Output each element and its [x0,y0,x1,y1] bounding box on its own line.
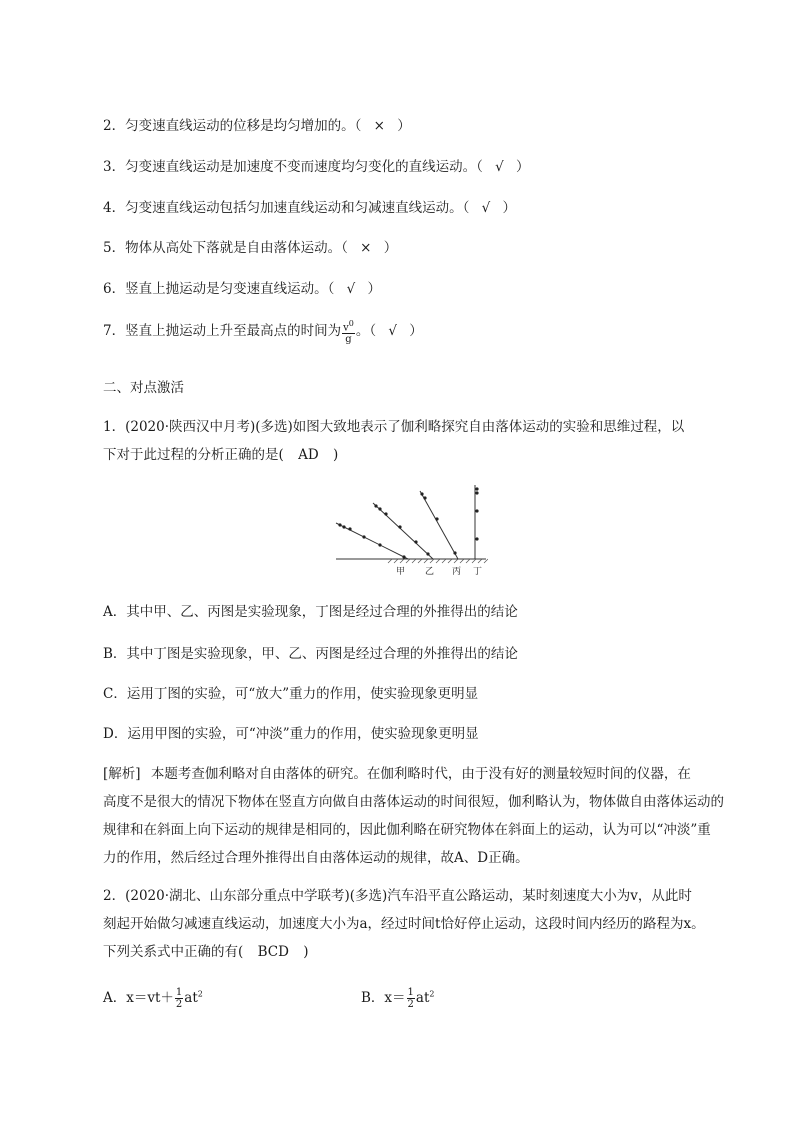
close-paren: ） [502,200,517,216]
judgement-item-7 [103,318,423,345]
q2-option-a [103,986,203,1010]
q1-option-a: A．其中甲、乙、丙图是实验现象，丁图是经过合理的外推得出的结论 [103,604,518,620]
close-paren: ） [397,118,411,134]
square-exponent: 2 [197,989,203,999]
option-b-tail: at [415,990,430,1006]
q1-stem-line1: 1．(2020·陕西汉中月考)(多选)如图大致地表示了伽利略探究自由落体运动的实验和思维过程，以 [103,419,685,435]
option-b-text: B．x＝ [361,990,406,1006]
item-number: 3． [103,159,126,175]
answer-mark: √ [495,159,504,175]
q1-option-c: C．运用丁图的实验，可“放大”重力的作用，使实验现象更明显 [103,686,479,702]
motion-dots [338,487,478,558]
incline-bing [420,491,458,559]
item-text: 匀变速直线运动的位移是均匀增加的。（ [125,118,362,134]
analysis-tag: [解析] [103,766,141,782]
q2-stem-line2: 刻起开始做匀减速直线运动，加速度大小为a，经过时间t恰好停止运动，这段时间内经历的路程为x。 [103,916,705,932]
judgement-item-6 [103,277,381,297]
judgement-item-5 [103,236,397,256]
answer-mark: √ [481,200,491,216]
q1-stem-line2 [103,443,338,463]
item-text: 匀变速直线运动包括匀加速直线运动和匀减速直线运动。（ [125,200,470,216]
judgement-item-3 [103,155,530,175]
label-jia: 甲 [396,567,406,577]
galileo-incline-figure [328,481,488,581]
fraction-numerator: 1 [175,987,183,998]
item-text: 竖直上抛运动是匀变速直线运动。（ [125,281,335,297]
fraction-numerator: v [343,322,349,334]
label-ding: 丁 [473,567,483,577]
analysis-line1 [103,762,691,782]
option-a-text: A．x＝vt＋ [103,990,174,1006]
time-fraction [342,318,355,345]
item-number: 2． [103,118,126,134]
q1-close-paren: ) [332,447,339,463]
fraction-denominator: g [345,334,352,346]
item-number: 7． [103,323,126,340]
ground-hatching [388,559,488,563]
q2-close-paren: ) [303,944,309,960]
analysis-line4: 力的作用，然后经过合理外推得出自由落体运动的规律，故A、D正确。 [103,850,529,866]
q1-stem-text: 下对于此过程的分析正确的是( [103,447,284,463]
half-fraction [175,987,183,1010]
fraction-denominator: 2 [407,999,414,1010]
label-bing: 丙 [452,567,462,577]
half-fraction [407,987,415,1010]
incline-jia [336,523,408,559]
answer-mark: √ [346,281,356,297]
incline-yi [373,503,433,559]
q2-option-b [361,986,435,1010]
q2-answer: BCD [257,944,289,960]
q1-option-b: B．其中丁图是实验现象，甲、乙、丙图是经过合理的外推得出的结论 [103,646,518,662]
q2-stem-text: 下列关系式中正确的有( [103,944,244,960]
fraction-denominator: 2 [175,999,183,1010]
item-number: 4． [103,200,126,216]
q2-stem-line3 [103,940,308,960]
item-text: 竖直上抛运动上升至最高点的时间为 [125,323,342,340]
judgement-item-4 [103,196,516,216]
analysis-text: 本题考查伽利略对自由落体的研究。在伽利略时代，由于没有好的测量较短时间的仪器，在 [150,766,691,782]
close-paren: ） [516,159,530,175]
item-after: 。（ [355,323,377,340]
close-paren: ） [383,240,398,256]
item-text: 物体从高处下落就是自由落体运动。（ [125,240,348,256]
item-text: 匀变速直线运动是加速度不变而速度均匀变化的直线运动。（ [125,159,483,175]
fraction-subscript: 0 [348,319,354,328]
answer-mark: × [360,240,372,256]
analysis-line3: 规律和在斜面上向下运动的规律是相同的，因此伽利略在研究物体在斜面上的运动，认为可以“冲淡”重 [103,822,711,838]
label-yi: 乙 [425,567,435,577]
q1-option-d: D．运用甲图的实验，可“冲淡”重力的作用，使实验现象更明显 [103,726,479,742]
section-title: 二、对点激活 [103,380,184,396]
q2-stem-line1: 2．(2020·湖北、山东部分重点中学联考)(多选)汽车沿平直公路运动，某时刻速度大小为v，从此时 [103,888,692,904]
close-paren: ） [367,281,382,297]
answer-mark: √ [388,323,397,340]
answer-mark: × [373,118,385,134]
item-number: 6． [103,281,126,297]
option-a-tail: at [184,990,198,1006]
item-number: 5． [103,240,126,256]
close-paren: ） [409,323,423,340]
analysis-line2: 高度不是很大的情况下物体在竖直方向做自由落体运动的时间很短，伽利略认为，物体做自由落体运动的 [103,794,724,810]
square-exponent: 2 [429,989,435,999]
q1-answer: AD [298,447,319,463]
judgement-item-2 [103,114,411,134]
fraction-numerator: 1 [407,987,414,998]
